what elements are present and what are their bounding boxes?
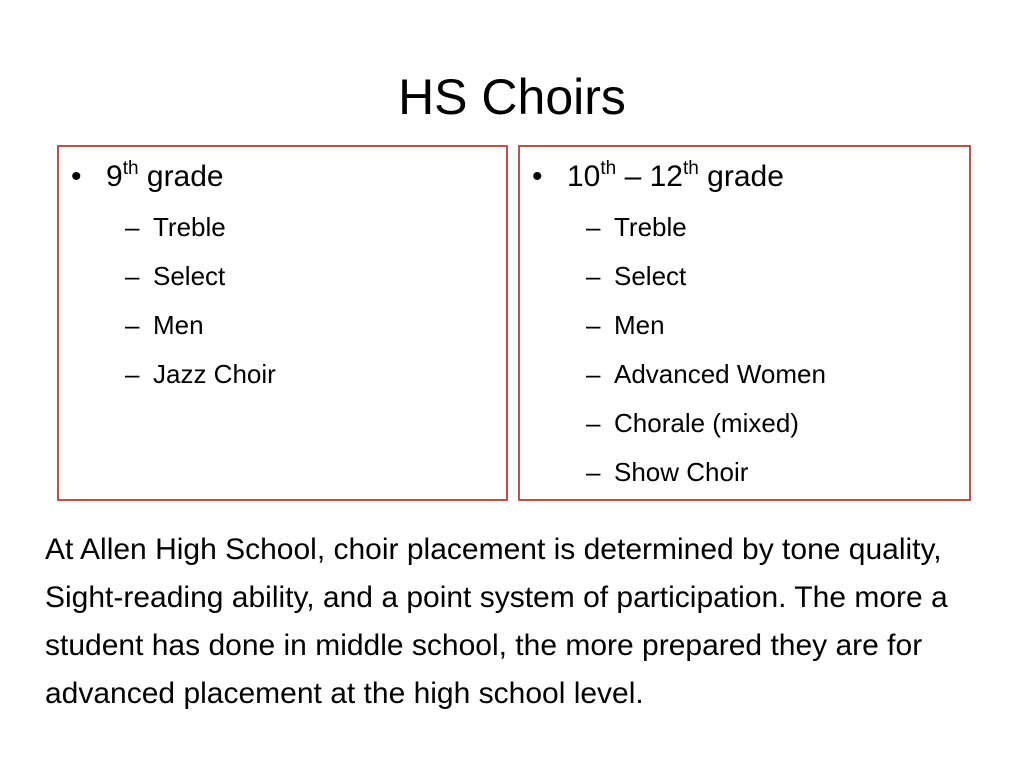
- list-item: [586, 358, 826, 407]
- dash-icon: –: [125, 310, 140, 340]
- list-item: [586, 456, 826, 505]
- choir-name: Men: [153, 310, 204, 340]
- heading-superscript: th: [682, 158, 699, 179]
- dash-icon: –: [586, 457, 601, 487]
- choir-name: Select: [153, 261, 226, 291]
- list-item: [125, 309, 276, 358]
- heading-suffix: grade: [138, 160, 224, 193]
- choir-name: Jazz Choir: [153, 359, 276, 389]
- dash-icon: –: [586, 310, 601, 340]
- list-item: [125, 211, 276, 260]
- dash-icon: –: [125, 212, 140, 242]
- grade-9-box: [57, 145, 508, 501]
- placement-description: At Allen High School, choir placement is determined by tone quality, Sight-reading ability, and a point system of participation. The more a student has done in middle school, the more prepared they are for advanced placement at the high school level.: [45, 533, 948, 710]
- list-item: [586, 260, 826, 309]
- dash-icon: –: [586, 408, 601, 438]
- heading-number: 10: [567, 160, 601, 193]
- list-item: [586, 211, 826, 260]
- grade-9-heading: [71, 159, 224, 195]
- grade-10-12-choir-list: [586, 211, 826, 505]
- choir-name: Men: [614, 310, 665, 340]
- heading-suffix: grade: [698, 160, 784, 193]
- dash-icon: –: [125, 359, 140, 389]
- grade-10-12-heading: [532, 159, 784, 195]
- choir-name: Treble: [614, 212, 687, 242]
- dash-icon: –: [125, 261, 140, 291]
- heading-middle: – 12: [616, 160, 683, 193]
- dash-icon: –: [586, 261, 601, 291]
- list-item: [586, 309, 826, 358]
- heading-superscript: th: [122, 158, 139, 179]
- bullet-icon: •: [71, 160, 82, 193]
- choir-name: Advanced Women: [614, 359, 826, 389]
- choir-name: Chorale (mixed): [614, 408, 799, 438]
- bullet-icon: •: [532, 160, 543, 193]
- grade-10-12-box: [518, 145, 971, 501]
- list-item: [586, 407, 826, 456]
- list-item: [125, 260, 276, 309]
- heading-superscript: th: [600, 158, 617, 179]
- heading-number: 9: [106, 160, 123, 193]
- dash-icon: –: [586, 212, 601, 242]
- grade-9-choir-list: [125, 211, 276, 407]
- choir-name: Show Choir: [614, 457, 749, 487]
- choir-name: Treble: [153, 212, 226, 242]
- list-item: [125, 358, 276, 407]
- slide-title: HS Choirs: [398, 69, 626, 125]
- dash-icon: –: [586, 359, 601, 389]
- choir-name: Select: [614, 261, 687, 291]
